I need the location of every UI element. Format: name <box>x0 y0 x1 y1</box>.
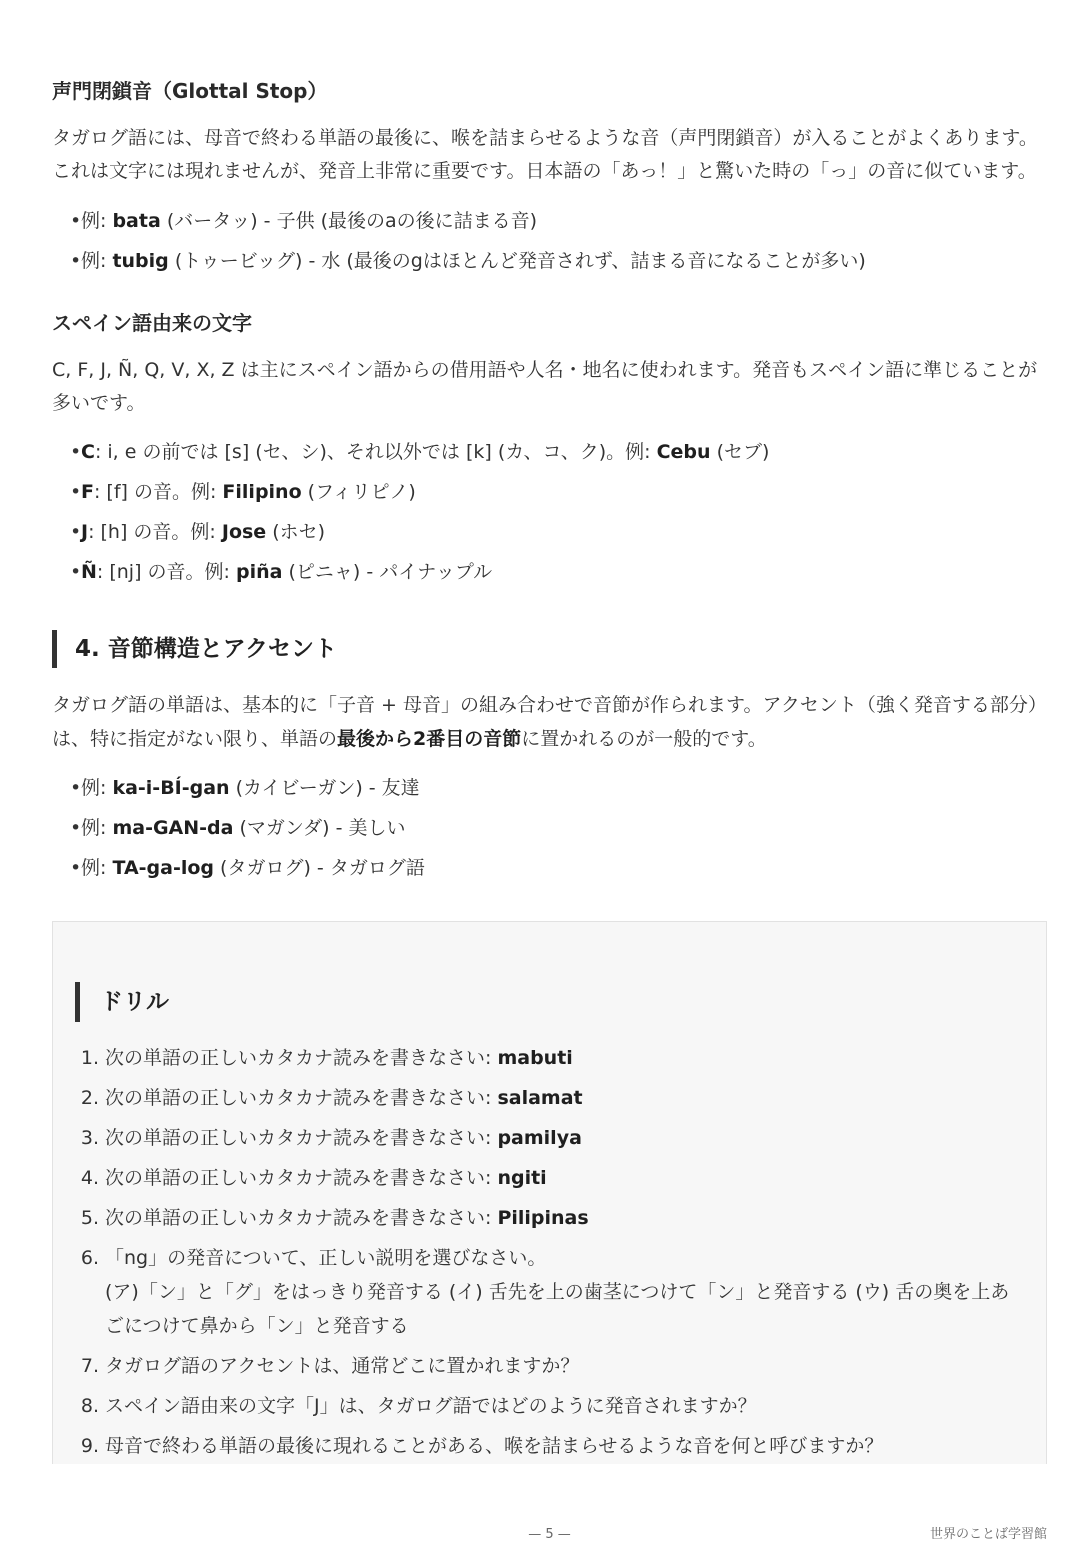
letter-example-word: Filipino <box>222 481 302 503</box>
example-gloss: (バータッ) - 子供 (最後のaの後に詰まる音) <box>160 210 538 232</box>
syllable-accent-section <box>52 630 1047 888</box>
drill-item-text: 次の単語の正しいカタカナ読みを書きなさい: <box>105 1047 498 1069</box>
letter-item <box>52 512 1047 552</box>
drill-box <box>52 921 1047 1464</box>
example-word: tubig <box>112 250 169 272</box>
spanish-letters-heading: スペイン語由来の文字 <box>52 311 252 335</box>
letter: Ñ <box>81 561 97 583</box>
letter-description: : [nj] の音。例: <box>96 561 236 583</box>
letter: C <box>81 441 95 463</box>
spanish-letters-list <box>52 432 1047 592</box>
paragraph-emphasis: 最後から2番目の音節 <box>337 728 522 750</box>
example-word: TA-ga-log <box>112 857 215 879</box>
drill-item <box>53 1346 1046 1386</box>
glottal-stop-heading: 声門閉鎖音（Glottal Stop） <box>52 79 328 103</box>
section-heading: 4. 音節構造とアクセント <box>52 630 1047 668</box>
drill-item-number: 2. <box>80 1087 99 1109</box>
drill-item-text: 次の単語の正しいカタカナ読みを書きなさい: <box>105 1167 498 1189</box>
drill-item-word: Pilipinas <box>497 1207 589 1229</box>
example-item <box>52 241 1047 281</box>
drill-heading: ドリル <box>75 982 169 1022</box>
example-gloss: (カイビーガン) - 友達 <box>229 777 420 799</box>
drill-item <box>53 1158 1046 1198</box>
letter-item <box>52 472 1047 512</box>
example-prefix: 例: <box>81 250 113 272</box>
drill-item-number: 5. <box>80 1207 99 1229</box>
letter-description: : i, e の前では [s] (セ、シ)、それ以外では [k] (カ、コ、ク)。例: <box>94 441 657 463</box>
letter: F <box>81 481 94 503</box>
letter-item <box>52 432 1047 472</box>
glottal-stop-examples <box>52 201 1047 281</box>
letter-description: : [h] の音。例: <box>88 521 222 543</box>
drill-item-word: salamat <box>497 1087 583 1109</box>
syllable-examples <box>52 768 1047 888</box>
spanish-letters-paragraph: C, F, J, Ñ, Q, V, X, Z は主にスペイン語からの借用語や人名・地名に使われます。発音もスペイン語に準じることが多いです。 <box>52 359 1038 414</box>
drill-item <box>53 1118 1046 1158</box>
example-prefix: 例: <box>81 210 113 232</box>
drill-item-number: 3. <box>80 1127 99 1149</box>
glottal-stop-section <box>52 76 1047 281</box>
drill-item <box>53 1078 1046 1118</box>
drill-item-options: (ア)「ン」と「グ」をはっきり発音する (イ) 舌先を上の歯茎につけて「ン」と発音する (ウ) 舌の奥を上あごにつけて鼻から「ン」と発音する <box>105 1281 1010 1337</box>
drill-item-number: 7. <box>80 1355 99 1377</box>
drill-item-number: 4. <box>80 1167 99 1189</box>
example-prefix: 例: <box>81 857 113 879</box>
publisher-name: 世界のことば学習館 <box>929 1527 1047 1542</box>
drill-item-text: 次の単語の正しいカタカナ読みを書きなさい: <box>105 1087 498 1109</box>
drill-item-number: 9. <box>80 1435 99 1457</box>
drill-item <box>53 1426 1046 1464</box>
drill-item <box>53 1038 1046 1078</box>
example-item <box>52 848 1047 888</box>
letter-example-word: Cebu <box>656 441 711 463</box>
drill-item <box>53 1386 1046 1426</box>
paragraph-text: に置かれるのが一般的です。 <box>521 728 767 750</box>
drill-item-text: 母音で終わる単語の最後に現れることがある、喉を詰まらせるような音を何と呼びますか？ <box>105 1435 884 1457</box>
drill-item-number: 6. <box>80 1247 99 1269</box>
example-word: ma-GAN-da <box>112 817 234 839</box>
drill-item-word: ngiti <box>497 1167 547 1189</box>
example-item <box>52 808 1047 848</box>
drill-item-text: スペイン語由来の文字「J」は、タガログ語ではどのように発音されますか？ <box>105 1395 757 1417</box>
example-prefix: 例: <box>81 777 113 799</box>
letter-description: : [f] の音。例: <box>93 481 223 503</box>
drill-item-text: タガログ語のアクセントは、通常どこに置かれますか？ <box>105 1355 580 1377</box>
letter: J <box>81 521 89 543</box>
drill-item-text: 次の単語の正しいカタカナ読みを書きなさい: <box>105 1207 498 1229</box>
letter-example-gloss: (フィリピノ) <box>301 481 416 503</box>
example-gloss: (トゥービッグ) - 水 (最後のgはほとんど発音されず、詰まる音になることが多い) <box>168 250 866 272</box>
drill-item-number: 8. <box>80 1395 99 1417</box>
example-gloss: (マガンダ) - 美しい <box>233 817 406 839</box>
page-number: — 5 — <box>528 1527 571 1542</box>
drill-item <box>53 1198 1046 1238</box>
example-item <box>52 201 1047 241</box>
letter-example-word: piña <box>235 561 283 583</box>
example-prefix: 例: <box>81 817 113 839</box>
paragraph-text: タガログ語の単語は、基本的に「子音 + 母音」の組み合わせで音節が作られます。アクセント（強く発音する部分）は、特に指定がない限り、単語の <box>52 694 1047 750</box>
letter-example-word: Jose <box>221 521 267 543</box>
drill-item <box>53 1238 1046 1346</box>
drill-item-text: 「ng」の発音について、正しい説明を選びなさい。 <box>105 1247 547 1269</box>
drill-item-word: pamilya <box>497 1127 582 1149</box>
example-word: ka-i-BÍ-gan <box>112 777 230 799</box>
example-item <box>52 768 1047 808</box>
letter-example-gloss: (ホセ) <box>266 521 326 543</box>
example-word: bata <box>112 210 161 232</box>
syllable-paragraph <box>52 688 1047 756</box>
drill-item-word: mabuti <box>497 1047 573 1069</box>
letter-example-gloss: (ピニャ) - パイナップル <box>282 561 493 583</box>
glottal-stop-paragraph: タガログ語には、母音で終わる単語の最後に、喉を詰まらせるような音（声門閉鎖音）が入ることがよくあります。これは文字には現れませんが、発音上非常に重要です。日本語の「あっ！」と驚いた時の「っ」の音に似ています。 <box>52 127 1038 182</box>
letter-item <box>52 552 1047 592</box>
drill-item-number: 1. <box>80 1047 99 1069</box>
drill-list <box>53 1038 1046 1464</box>
letter-example-gloss: (セブ) <box>710 441 770 463</box>
spanish-letters-section <box>52 308 1047 592</box>
drill-item-text: 次の単語の正しいカタカナ読みを書きなさい: <box>105 1127 498 1149</box>
example-gloss: (タガログ) - タガログ語 <box>214 857 425 879</box>
